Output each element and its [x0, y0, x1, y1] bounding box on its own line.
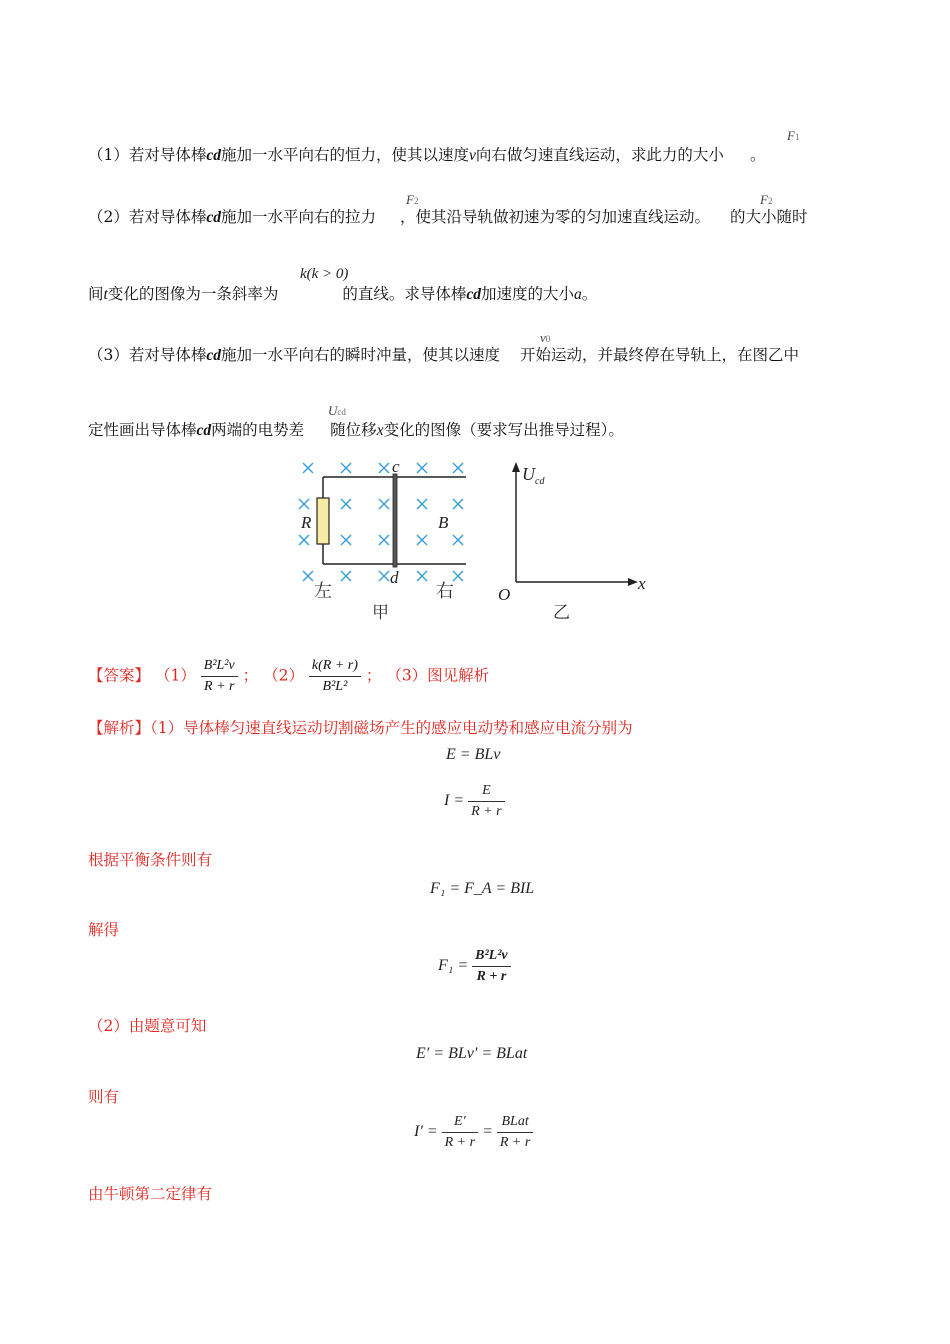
symbol-F1: F1: [787, 128, 800, 143]
analysis-tag: 【解析】: [88, 719, 151, 737]
answer-line: 【答案】 （1） $\frac{\text{B²L²v}}{R + r}$ ； （2） $\frac{k(R + r)}{\text{B²L²}}$ ； （3）图见解析: [88, 658, 490, 694]
rod-cd: [393, 474, 397, 567]
question-1: （1）若对导体棒cd施加一水平向右的恒力，使其以速度v向右做匀速直线运动，求此力的大小 。: [88, 146, 766, 164]
equation-force-balance: F₁ = F_A = BIL: [430, 880, 535, 897]
x-axis-arrow: [628, 578, 638, 586]
analysis-intro: 【解析】（1）导体棒匀速直线运动切割磁场产生的感应电动势和感应电流分别为: [88, 719, 633, 737]
symbol-Ucd: Ucd: [328, 403, 346, 418]
x-axis-label: x: [638, 574, 646, 593]
equation-current: I = $\frac{E}{R + r}$: [444, 783, 505, 820]
answer-1-fraction: $\frac{\text{B²L²v}}{R + r}$: [201, 658, 238, 695]
equation-emf: E = BLv: [446, 746, 501, 763]
question-3-line-2: 定性画出导体棒cd两端的电势差 随位移x变化的图像（要求写出推导过程）。: [88, 421, 624, 439]
equation-emf-prime: E′ = BLv′ = BLat: [416, 1045, 528, 1062]
resistor-R: [317, 498, 329, 544]
label-d: d: [390, 568, 399, 587]
answer-tag: 【答案】: [88, 666, 151, 685]
question-2-line-2: 间t变化的图像为一条斜率为 的直线。求导体棒cd加速度的大小a。: [88, 285, 598, 303]
figure-yi: [490, 458, 660, 628]
label-right: 右: [436, 581, 454, 601]
label-B: B: [438, 513, 449, 532]
then-text: 则有: [88, 1088, 120, 1106]
y-axis-arrow: [512, 462, 520, 472]
answer-2-fraction: $\frac{k(R + r)}{\text{B²L²}}$: [309, 658, 361, 695]
symbol-F2-second: F2: [760, 192, 773, 207]
symbol-F2: F2: [406, 192, 419, 207]
equation-F1-result: F₁ = $\frac{\text{B²L²v}}{R + r}$: [438, 948, 511, 985]
balance-text: 根据平衡条件则有: [88, 851, 213, 869]
label-left: 左: [314, 581, 332, 601]
figure-jia: [290, 452, 480, 630]
newton-text: 由牛顿第二定律有: [88, 1185, 213, 1203]
caption-jia: 甲: [372, 603, 389, 622]
origin-label: O: [498, 585, 511, 604]
label-c: c: [392, 457, 400, 476]
caption-yi: 乙: [553, 603, 570, 622]
equation-current-prime: I′ = $\frac{E'}{R + r}$ = $\frac{\text{BLat}}{R + r}$: [414, 1114, 533, 1151]
symbol-k-condition: k(k > 0): [300, 266, 349, 282]
part-2-text: （2）由题意可知: [88, 1017, 207, 1035]
symbol-v0: v0: [540, 330, 551, 345]
y-axis-label: $U_{cd}$: [522, 464, 545, 487]
solve-text: 解得: [88, 921, 120, 939]
question-2-line-1: （2）若对导体棒cd施加一水平向右的拉力 ，使其沿导轨做初速为零的匀加速直线运动。 的大小随时: [88, 208, 808, 226]
label-R: R: [301, 513, 312, 532]
question-3-line-1: （3）若对导体棒cd施加一水平向右的瞬时冲量，使其以速度 开始运动，并最终停在导轨上，在图乙中: [88, 346, 800, 364]
